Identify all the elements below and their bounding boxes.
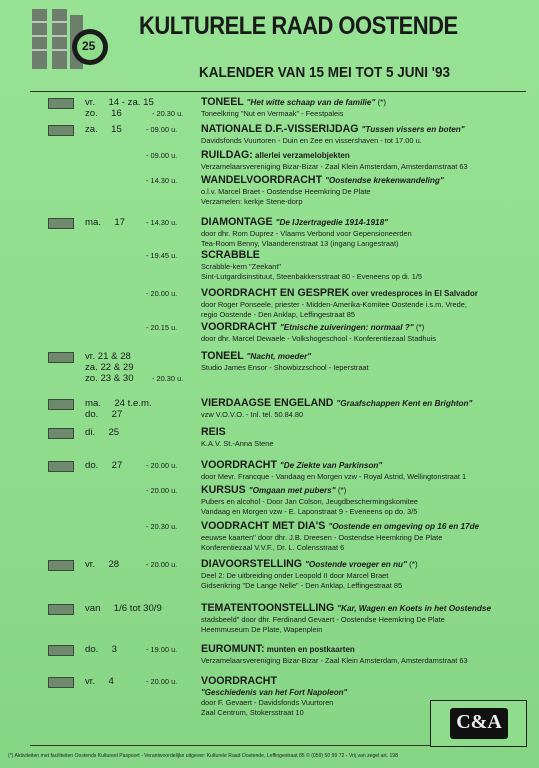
event-detail-line: Vandaag en Morgen vzw - E. Laponstraat 9 - Eveneens op do. 3/5 — [201, 506, 418, 516]
event-title: VOORDRACHT — [201, 321, 277, 333]
event-detail-line: regio Oostende - Den Anklap, Leffingestraat 85 — [201, 309, 355, 319]
event-heading — [201, 643, 355, 656]
event-marker-box — [48, 125, 74, 136]
event-heading — [201, 123, 465, 136]
event-title-suffix: over vredesproces in El Salvador — [349, 289, 478, 298]
event-detail-line: Studio James Ensor - Showbizzschool - Ieperstraat — [201, 363, 369, 372]
event-time: - 20.00 u. — [146, 289, 178, 298]
event-marker-box — [48, 98, 74, 109]
event-marker-box — [48, 677, 74, 688]
event-detail-line: Scrabble-kern "Zeekant" — [201, 262, 282, 271]
event-detail-line: Verzamelaarsvereniging Bizar-Bizar - Zaal Klein Amsterdam, Amsterdamstraat 63 — [201, 656, 468, 665]
event-title: REIS — [201, 426, 226, 438]
event-title: SCRABBLE — [201, 249, 260, 261]
event-date: ma. 24 t.e.m. do. 27 — [85, 398, 152, 420]
event-detail-line: door Roger Ponseele, priester - Midden-Amerika-Komitee Oostende i.s.m. Vrede, — [201, 300, 467, 309]
event-date: ma. 17 — [85, 217, 125, 228]
event-marker-box — [48, 645, 74, 656]
event-time: - 20.00 u. — [146, 486, 178, 495]
event-detail-line: Pubers en alcohol - Door Jan Colson, Jeugdbeschermingskomitee — [201, 497, 418, 506]
event-subtitle: "De IJzertragedie 1914-1918" — [275, 218, 389, 227]
event-detail-line: Davidsfonds Vuurtoren - Duin en Zee en vissershaven - tot 17.00 u. — [201, 136, 422, 145]
event-date: do. 3 — [85, 644, 117, 655]
event-time: - 20.30 u. — [146, 522, 178, 531]
event-marker-box — [48, 461, 74, 472]
event-detail-line: Sint-Lutgardisinstituut, Steenbakkersstraat 80 - Eveneens op di. 1/5 — [201, 271, 423, 281]
event-time: - 20.30 u. — [152, 109, 184, 118]
event-detail-line: door F. Gevaert - Davidsfonds Vuurtoren — [201, 697, 334, 707]
event-date: vr. 4 — [85, 676, 114, 687]
event-marker-box — [48, 399, 74, 410]
event-marker-box — [48, 560, 74, 571]
event-time: - 20.00 u. — [146, 461, 178, 470]
event-time: - 09.00 u. — [146, 151, 178, 160]
event-subtitle: "De Ziekte van Parkinson" — [279, 461, 383, 470]
event-detail-line: door dhr. Rom Duprez - Vlaams Verbond voor Gepensioneerden — [201, 229, 412, 238]
event-heading — [201, 426, 226, 438]
event-title: VOODRACHT MET DIA'S — [201, 520, 326, 532]
event-detail-line: Toneelkring "Nut en Vermaak" - Feestpaleis — [201, 109, 344, 118]
event-subtitle: "Graafschappen Kent en Brighton" — [336, 399, 473, 408]
event-heading — [201, 249, 260, 261]
event-heading — [201, 216, 388, 229]
event-detail-line: eeuwse kaarten" door dhr. J.B. Dreesen - Oostendse Heemkring De Plate — [201, 533, 443, 542]
event-time: - 19.45 u. — [146, 251, 178, 260]
event-detail-line: Verzamelen: kerkje Stene-dorp — [201, 196, 303, 206]
event-subtitle: "Oostende en omgeving op 16 en 17de — [328, 522, 480, 531]
event-heading — [201, 149, 350, 162]
event-title: EUROMUNT: — [201, 643, 265, 655]
event-subtitle: "Oostendse krekenwandeling" — [325, 176, 444, 185]
event-subtitle: "Etnische zuiveringen: normaal ?" — [279, 323, 414, 332]
poster-subtitle: KALENDER VAN 15 MEI TOT 5 JUNI '93 — [199, 64, 451, 81]
event-title: TONEEL — [201, 350, 244, 362]
event-detail-line: Verzamelaarsvereniging Bizar-Bizar - Zaal Klein Amsterdam, Amsterdamstraat 63 — [201, 162, 468, 171]
event-detail-line: K.A.V. St.-Anna Stene — [201, 439, 274, 448]
event-subtitle: "Oostende vroeger en nu" — [305, 560, 407, 569]
event-title-suffix: munten en postkaarten — [264, 645, 355, 654]
event-heading — [201, 287, 478, 300]
event-title: DIAMONTAGE — [201, 216, 273, 228]
event-detail-line: "Geschiedenis van het Fort Napoleon" — [201, 688, 348, 697]
event-title: DIAVOORSTELLING — [201, 558, 303, 570]
event-detail-line: Konferentiezaal V.V.F., Dr. L. Colensstraat 6 — [201, 542, 345, 552]
event-detail-line: vzw V.O.V.O. - Inl. tel. 50.84.80 — [201, 410, 304, 419]
event-detail-line: Deel 2: De uitbreiding onder Leopold II door Marcel Braet — [201, 571, 389, 580]
event-heading — [201, 602, 491, 615]
event-time: - 19.00 u. — [146, 645, 178, 654]
event-detail-line: Heemmuseum De Plate, Wapenplein — [201, 624, 323, 634]
event-title: WANDELVOORDRACHT — [201, 174, 323, 186]
event-title: VOORDRACHT — [201, 459, 277, 471]
footer-note: (*) Aktiviteiten met faciliteiten Oostends Kultureel Paspoort - Verantwoordelijke uitgever: Kulturele Raad Oostende, Leffingestraat 85 © (059) 50 99 72 - Vrij van zegel art. 198 — [8, 753, 398, 759]
event-subtitle: "Tussen vissers en boten" — [361, 125, 465, 134]
event-title-suffix: (*) — [406, 560, 418, 569]
event-time: - 20.00 u. — [146, 677, 178, 686]
event-heading — [201, 520, 479, 533]
sponsor-logo-frame — [430, 700, 527, 747]
event-title: VIERDAAGSE ENGELAND — [201, 397, 334, 409]
event-detail-line: o.l.v. Marcel Braet - Oostendse Heemkring De Plate — [201, 187, 371, 196]
event-heading — [201, 675, 277, 687]
event-time: - 09.00 u. — [146, 125, 178, 134]
event-heading — [201, 350, 311, 363]
event-heading — [201, 558, 418, 571]
event-date: vr. 14 - za. 15 zo. 16 — [85, 97, 154, 119]
header-divider — [30, 91, 526, 92]
event-marker-box — [48, 352, 74, 363]
event-subtitle: "Kar, Wagen en Koets in het Oostendse — [337, 604, 492, 613]
event-title: VOORDRACHT — [201, 675, 277, 687]
event-date: do. 27 — [85, 460, 123, 471]
ca-logo-text: C&A — [456, 711, 502, 733]
event-date: di. 25 — [85, 427, 120, 438]
event-title-suffix: (*) — [335, 486, 347, 495]
event-date: vr. 28 — [85, 559, 120, 570]
event-heading — [201, 96, 386, 109]
event-date: za. 15 — [85, 124, 122, 135]
event-title: NATIONALE D.F.-VISSERIJDAG — [201, 123, 359, 135]
event-subtitle: "Het witte schaap van de familie" — [246, 98, 376, 107]
event-marker-box — [48, 604, 74, 615]
event-heading — [201, 321, 424, 334]
event-title: TONEEL — [201, 96, 244, 108]
event-title-suffix: allerlei verzamelobjekten — [252, 151, 350, 160]
ca-logo — [450, 708, 508, 739]
event-heading — [201, 459, 382, 472]
poster-title: KULTURELE RAAD OOSTENDE — [139, 12, 458, 40]
event-title: KURSUS — [201, 484, 246, 496]
logo-number: 25 — [82, 39, 96, 53]
event-title-suffix: (*) — [375, 98, 387, 107]
event-date: van 1/6 tot 30/9 — [85, 603, 162, 614]
event-detail-line: Gidsenkring "De Lange Nelle" - Den Anklap, Leffingestraat 85 — [201, 580, 403, 590]
event-title: RUILDAG: — [201, 149, 253, 161]
event-date: vr. 21 & 28 za. 22 & 29 zo. 23 & 30 — [85, 351, 134, 384]
event-time: - 20.00 u. — [146, 560, 178, 569]
event-marker-box — [48, 218, 74, 229]
event-subtitle: "Nacht, moeder" — [246, 352, 312, 361]
event-heading — [201, 397, 472, 410]
event-detail-line: stadsbeeld" door dhr. Ferdinand Gevaert - Oostendse Heemkring De Plate — [201, 615, 445, 624]
kulturele-raad-logo — [30, 9, 110, 71]
event-time: - 14.30 u. — [146, 218, 178, 227]
event-detail-line: door Mevr. Francque - Vandaag en Morgen vzw - Royal Astrid, Wellingtonstraat 1 — [201, 472, 467, 481]
event-detail-line: Zaal Centrum, Stokersstraat 10 — [201, 707, 304, 717]
event-title: VOORDRACHT EN GESPREK — [201, 287, 350, 299]
event-time: - 20.15 u. — [146, 323, 178, 332]
event-title: TEMATENTOONSTELLING — [201, 602, 335, 614]
event-heading — [201, 484, 346, 497]
event-title-suffix: (*) — [413, 323, 425, 332]
event-detail-line: door dhr. Marcel Dewaele - Volkshogeschool - Konferentiezaal Stadhuis — [201, 334, 436, 343]
event-marker-box — [48, 428, 74, 439]
event-detail-line: Tea-Room Benny, Vlaanderenstraat 13 (ingang Langestraat) — [201, 238, 399, 248]
event-time: - 14.30 u. — [146, 176, 178, 185]
event-time: - 20.30 u. — [152, 374, 184, 383]
event-heading — [201, 174, 444, 187]
event-subtitle: "Omgaan met pubers" — [248, 486, 336, 495]
